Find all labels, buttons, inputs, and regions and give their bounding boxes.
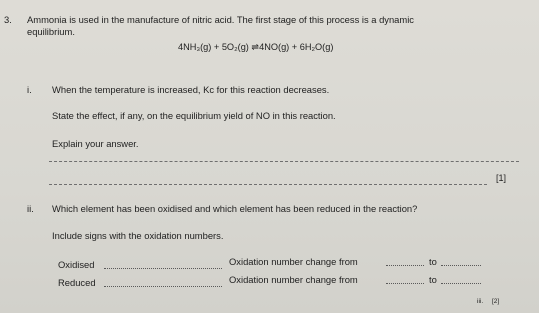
answer-line-2[interactable] — [49, 184, 487, 185]
oxidised-change-label: Oxidation number change from — [229, 256, 358, 267]
part-i-state: State the effect, if any, on the equilibrium yield of NO in this reaction. — [52, 110, 336, 121]
part-ii-question: Which element has been oxidised and which element has been reduced in the reaction? — [52, 203, 418, 214]
reduced-label: Reduced — [58, 277, 96, 288]
reduced-to-field[interactable] — [441, 283, 481, 284]
oxidised-to-field[interactable] — [441, 265, 481, 266]
oxidised-element-field[interactable] — [104, 268, 222, 269]
oxidised-to-label: to — [429, 256, 437, 267]
part-ii-label: ii. — [27, 203, 34, 214]
part-iii-marks: [2] — [492, 298, 500, 305]
reaction-equation: 4NH₃(g) + 5O₂(g) ⇌4NO(g) + 6H₂O(g) — [178, 42, 334, 52]
part-i-explain: Explain your answer. — [52, 138, 139, 149]
part-iii-label: iii. — [477, 298, 484, 305]
part-ii-instruction: Include signs with the oxidation numbers. — [52, 230, 224, 241]
oxidised-from-field[interactable] — [386, 265, 424, 266]
reduced-change-label: Oxidation number change from — [229, 274, 358, 285]
question-number: 3. — [4, 14, 12, 25]
part-i-text: When the temperature is increased, Kᴄ for this reaction decreases. — [52, 84, 330, 95]
reduced-element-field[interactable] — [104, 286, 222, 287]
reduced-to-label: to — [429, 274, 437, 285]
reduced-from-field[interactable] — [386, 283, 424, 284]
answer-line-1[interactable] — [49, 161, 519, 162]
part-i-marks: [1] — [496, 173, 507, 183]
part-i-label: i. — [27, 84, 32, 95]
question-intro-line2: equilibrium. — [27, 26, 75, 37]
oxidised-label: Oxidised — [58, 259, 95, 270]
question-intro-line1: Ammonia is used in the manufacture of nitric acid. The first stage of this process is a dynamic — [27, 14, 414, 25]
